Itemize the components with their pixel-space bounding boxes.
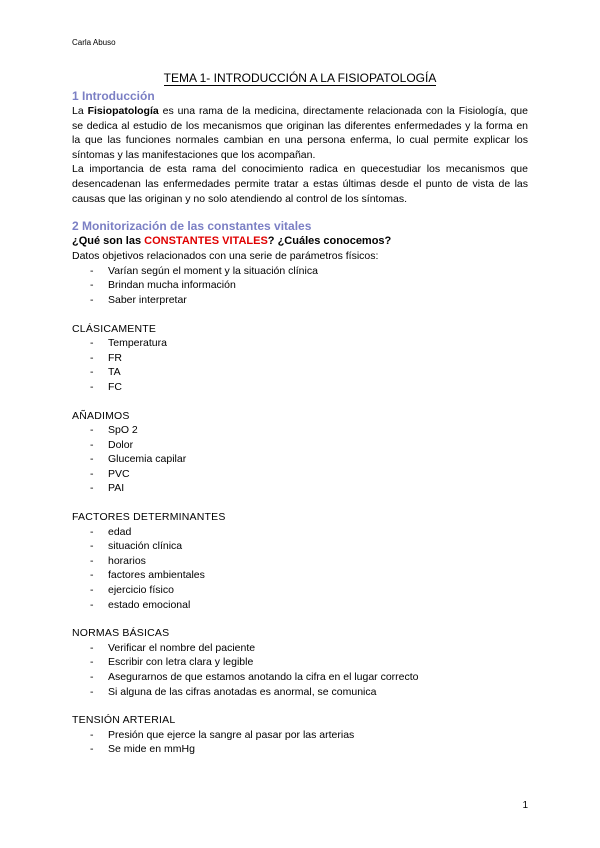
group-list [72, 336, 528, 394]
list-item-text: Temperatura [108, 337, 167, 350]
dash-bullet: - [90, 641, 94, 654]
list-item [72, 351, 528, 366]
list-item-text: SpO 2 [108, 424, 138, 437]
list-item-text: Verificar el nombre del paciente [108, 641, 256, 654]
section-1-heading: 1 Introducción [72, 89, 155, 103]
list-item [72, 670, 528, 685]
dash-bullet: - [90, 569, 94, 582]
list-item [72, 467, 528, 482]
dash-bullet: - [90, 671, 94, 683]
vital-signs-groups [72, 322, 528, 757]
dash-bullet: - [90, 540, 94, 553]
list-item [72, 554, 528, 569]
author-name: Carla Abuso [72, 38, 116, 47]
list-item [72, 742, 528, 757]
dash-bullet: - [90, 337, 94, 350]
section-2-heading: 2 Monitorización de las constantes vitales [72, 219, 312, 234]
dash-bullet: - [90, 525, 94, 538]
group-list [72, 423, 528, 496]
intro-text: Datos objetivos relacionados con una serie de parámetros físicos: [72, 250, 379, 263]
dash-bullet: - [90, 438, 94, 451]
dash-bullet: - [90, 293, 94, 306]
dash-bullet: - [90, 366, 94, 379]
dash-bullet: - [90, 554, 94, 567]
list-item [72, 481, 528, 496]
list-item-text: Glucemia capilar [108, 453, 187, 466]
list-item-text: estado emocional [108, 598, 191, 611]
dash-bullet: - [90, 380, 94, 393]
list-item [72, 598, 528, 613]
list-item [72, 336, 528, 351]
dash-bullet: - [90, 656, 94, 669]
list-item-text: Saber interpretar [108, 293, 187, 306]
list-item [72, 641, 528, 656]
list-item-text: TA [108, 366, 121, 379]
group-label: TENSIÓN ARTERIAL [72, 714, 176, 727]
dash-bullet: - [90, 279, 94, 292]
list-item [72, 264, 528, 279]
list-item [72, 423, 528, 438]
intro-list [72, 264, 528, 308]
dash-bullet: - [90, 482, 94, 495]
list-item [72, 568, 528, 583]
list-item-text: Dolor [108, 438, 134, 451]
list-item-text: ejercicio físico [108, 584, 174, 597]
list-item-text: FC [108, 380, 122, 393]
dash-bullet: - [90, 685, 94, 698]
dash-bullet: - [90, 584, 94, 597]
list-item [72, 365, 528, 380]
group-list [72, 641, 528, 699]
group-label: FACTORES DETERMINANTES [72, 511, 226, 524]
dash-bullet: - [90, 453, 94, 466]
group-list [72, 728, 528, 757]
list-item [72, 583, 528, 598]
list-item-text: Asegurarnos de que estamos anotando la cifra en el lugar correcto [108, 671, 419, 683]
dash-bullet: - [90, 424, 94, 437]
list-item-text: horarios [108, 554, 146, 567]
page-number: 1 [522, 800, 528, 811]
list-item [72, 452, 528, 467]
list-item [72, 685, 528, 700]
list-item [72, 655, 528, 670]
list-item [72, 278, 528, 293]
document-title: TEMA 1- INTRODUCCIÓN A LA FISIOPATOLOGÍA [163, 71, 437, 85]
term-fisiopatologia: Fisiopatología [87, 105, 159, 117]
group-list [72, 525, 528, 613]
dash-bullet: - [90, 467, 94, 480]
list-item [72, 380, 528, 395]
dash-bullet: - [90, 728, 94, 741]
list-item-text: Se mide en mmHg [108, 743, 195, 756]
list-item-text: Si alguna de las cifras anotadas es anormal, se comunica [108, 685, 377, 698]
constantes-vitales-highlight: CONSTANTES VITALES [144, 235, 268, 248]
list-item-text: factores ambientales [108, 569, 205, 582]
list-item-text: edad [108, 525, 132, 538]
list-item-text: PVC [108, 467, 130, 480]
dash-bullet: - [90, 743, 94, 756]
list-item-text: situación clínica [108, 540, 183, 553]
question-heading: ¿Qué son las CONSTANTES VITALES? ¿Cuáles conocemos? [72, 235, 392, 248]
section-1-paragraph-2: La importancia de esta rama del conocimiento radica en quecestudiar los mecanismos que desencadenan las enfermedades permite tratar a estas últimas desde el punto de vista de las causas que las originan y no solo atendiendo al control de los síntomas. [72, 163, 528, 205]
list-item-text: Varían según el moment y la situación clínica [108, 264, 318, 277]
dash-bullet: - [90, 351, 94, 364]
list-item [72, 438, 528, 453]
list-item-text: FR [108, 351, 122, 364]
group-label: CLÁSICAMENTE [72, 322, 157, 335]
document-body [72, 70, 528, 757]
list-item-text: Escribir con letra clara y legible [108, 656, 254, 669]
list-item-text: Presión que ejerce la sangre al pasar por las arterias [108, 728, 355, 741]
list-item [72, 525, 528, 540]
section-1-paragraph-1: La Fisiopatología es una rama de la medicina, directamente relacionada con la Fisiología, que se dedica al estudio de los mecanismos que originan las diferentes enfermedades y la forma en la que las funciones normales cambian en una persona enferma, lo cual permite explicar los síntomas y las manifestaciones que los acompañan. [72, 105, 528, 161]
list-item-text: PAI [108, 482, 125, 495]
list-item [72, 293, 528, 308]
list-item-text: Brindan mucha información [108, 279, 236, 292]
list-item [72, 539, 528, 554]
group-label: AÑADIMOS [72, 409, 130, 422]
dash-bullet: - [90, 264, 94, 277]
group-label: NORMAS BÁSICAS [72, 627, 170, 640]
dash-bullet: - [90, 598, 94, 611]
list-item [72, 728, 528, 743]
